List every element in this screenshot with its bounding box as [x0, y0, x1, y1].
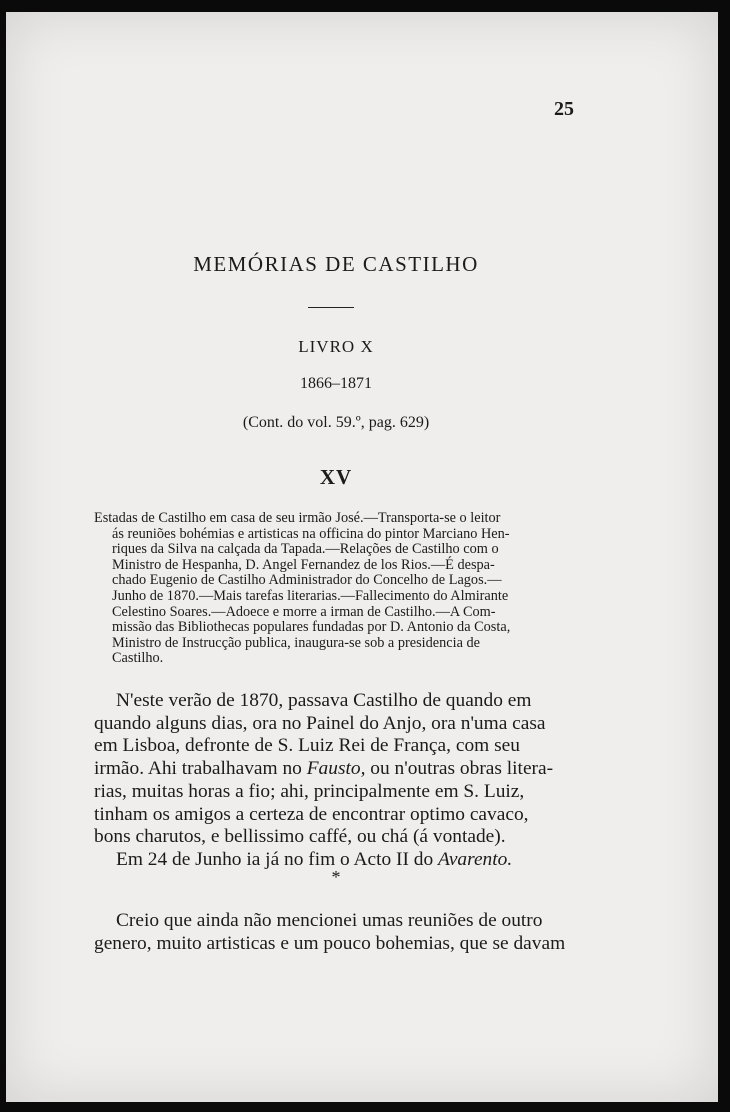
text-run: Em 24 de Junho ia já no fim o Acto II do: [116, 848, 439, 870]
book-heading: LIVRO X: [298, 337, 374, 356]
summary-line: Ministro de Instrucção publica, inaugura-se sob a presidencia de: [112, 634, 481, 651]
paragraph-line: [94, 758, 570, 781]
italic-title-avarento: Avarento.: [438, 848, 513, 870]
section-separator: *: [331, 867, 341, 887]
paragraph-line: rias, muitas horas a fio; ahi, principalmente em S. Luiz,: [94, 780, 525, 802]
chapter-summary: [94, 511, 566, 667]
text-run: ou n'outras obras litera-: [365, 758, 554, 780]
summary-line: missão das Bibliothecas populares fundadas por D. Antonio da Costa,: [112, 619, 511, 636]
summary-line: Ministro de Hespanha, D. Angel Fernandez de los Rios.—É despa-: [112, 556, 495, 573]
summary-line: chado Eugenio de Castilho Administrador do Concelho de Lagos.—: [112, 572, 502, 589]
page-title: MEMÓRIAS DE CASTILHO: [193, 252, 479, 276]
text-run: irmão. Ahi trabalhavam no: [94, 758, 307, 780]
paragraph-line: em Lisboa, defronte de S. Luiz Rei de França, com seu: [94, 735, 520, 757]
book-page: [6, 12, 718, 1102]
paragraph-line: genero, muito artisticas e um pouco bohemias, que se davam: [94, 932, 566, 954]
paragraph-2: [94, 910, 570, 955]
summary-line: Celestino Soares.—Adoece e morre a irman de Castilho.—A Com-: [112, 603, 496, 620]
title-divider: [308, 307, 354, 308]
paragraph-line: Creio que ainda não mencionei umas reuniões de outro: [116, 910, 543, 931]
summary-line: riques da Silva na calçada da Tapada.—Relações de Castilho com o: [112, 541, 499, 558]
chapter-heading: XV: [319, 465, 353, 489]
paragraph-line: bons charutos, e bellissimo caffé, ou chá (á vontade).: [94, 826, 506, 848]
page-number: 25: [554, 98, 574, 120]
continuation-note: (Cont. do vol. 59.º, pag. 629): [242, 414, 430, 431]
paragraph-line: tinham os amigos a certeza de encontrar optimo cavaco,: [94, 803, 529, 825]
summary-line: Junho de 1870.—Mais tarefas literarias.—Fallecimento do Almirante: [112, 587, 509, 604]
paragraph-1: [94, 690, 570, 872]
year-range: 1866–1871: [300, 375, 372, 392]
summary-line: ás reuniões bohémias e artisticas na officina do pintor Marciano Hen-: [112, 525, 510, 542]
paragraph-line: quando alguns dias, ora no Painel do Anjo, ora n'uma casa: [94, 712, 546, 734]
italic-title-fausto: Fausto,: [306, 758, 366, 780]
summary-line: Castilho.: [112, 650, 164, 667]
summary-line: Estadas de Castilho em casa de seu irmão José.—Transporta-se o leitor: [94, 510, 501, 526]
paragraph-line: N'este verão de 1870, passava Castilho de quando em: [116, 690, 532, 711]
